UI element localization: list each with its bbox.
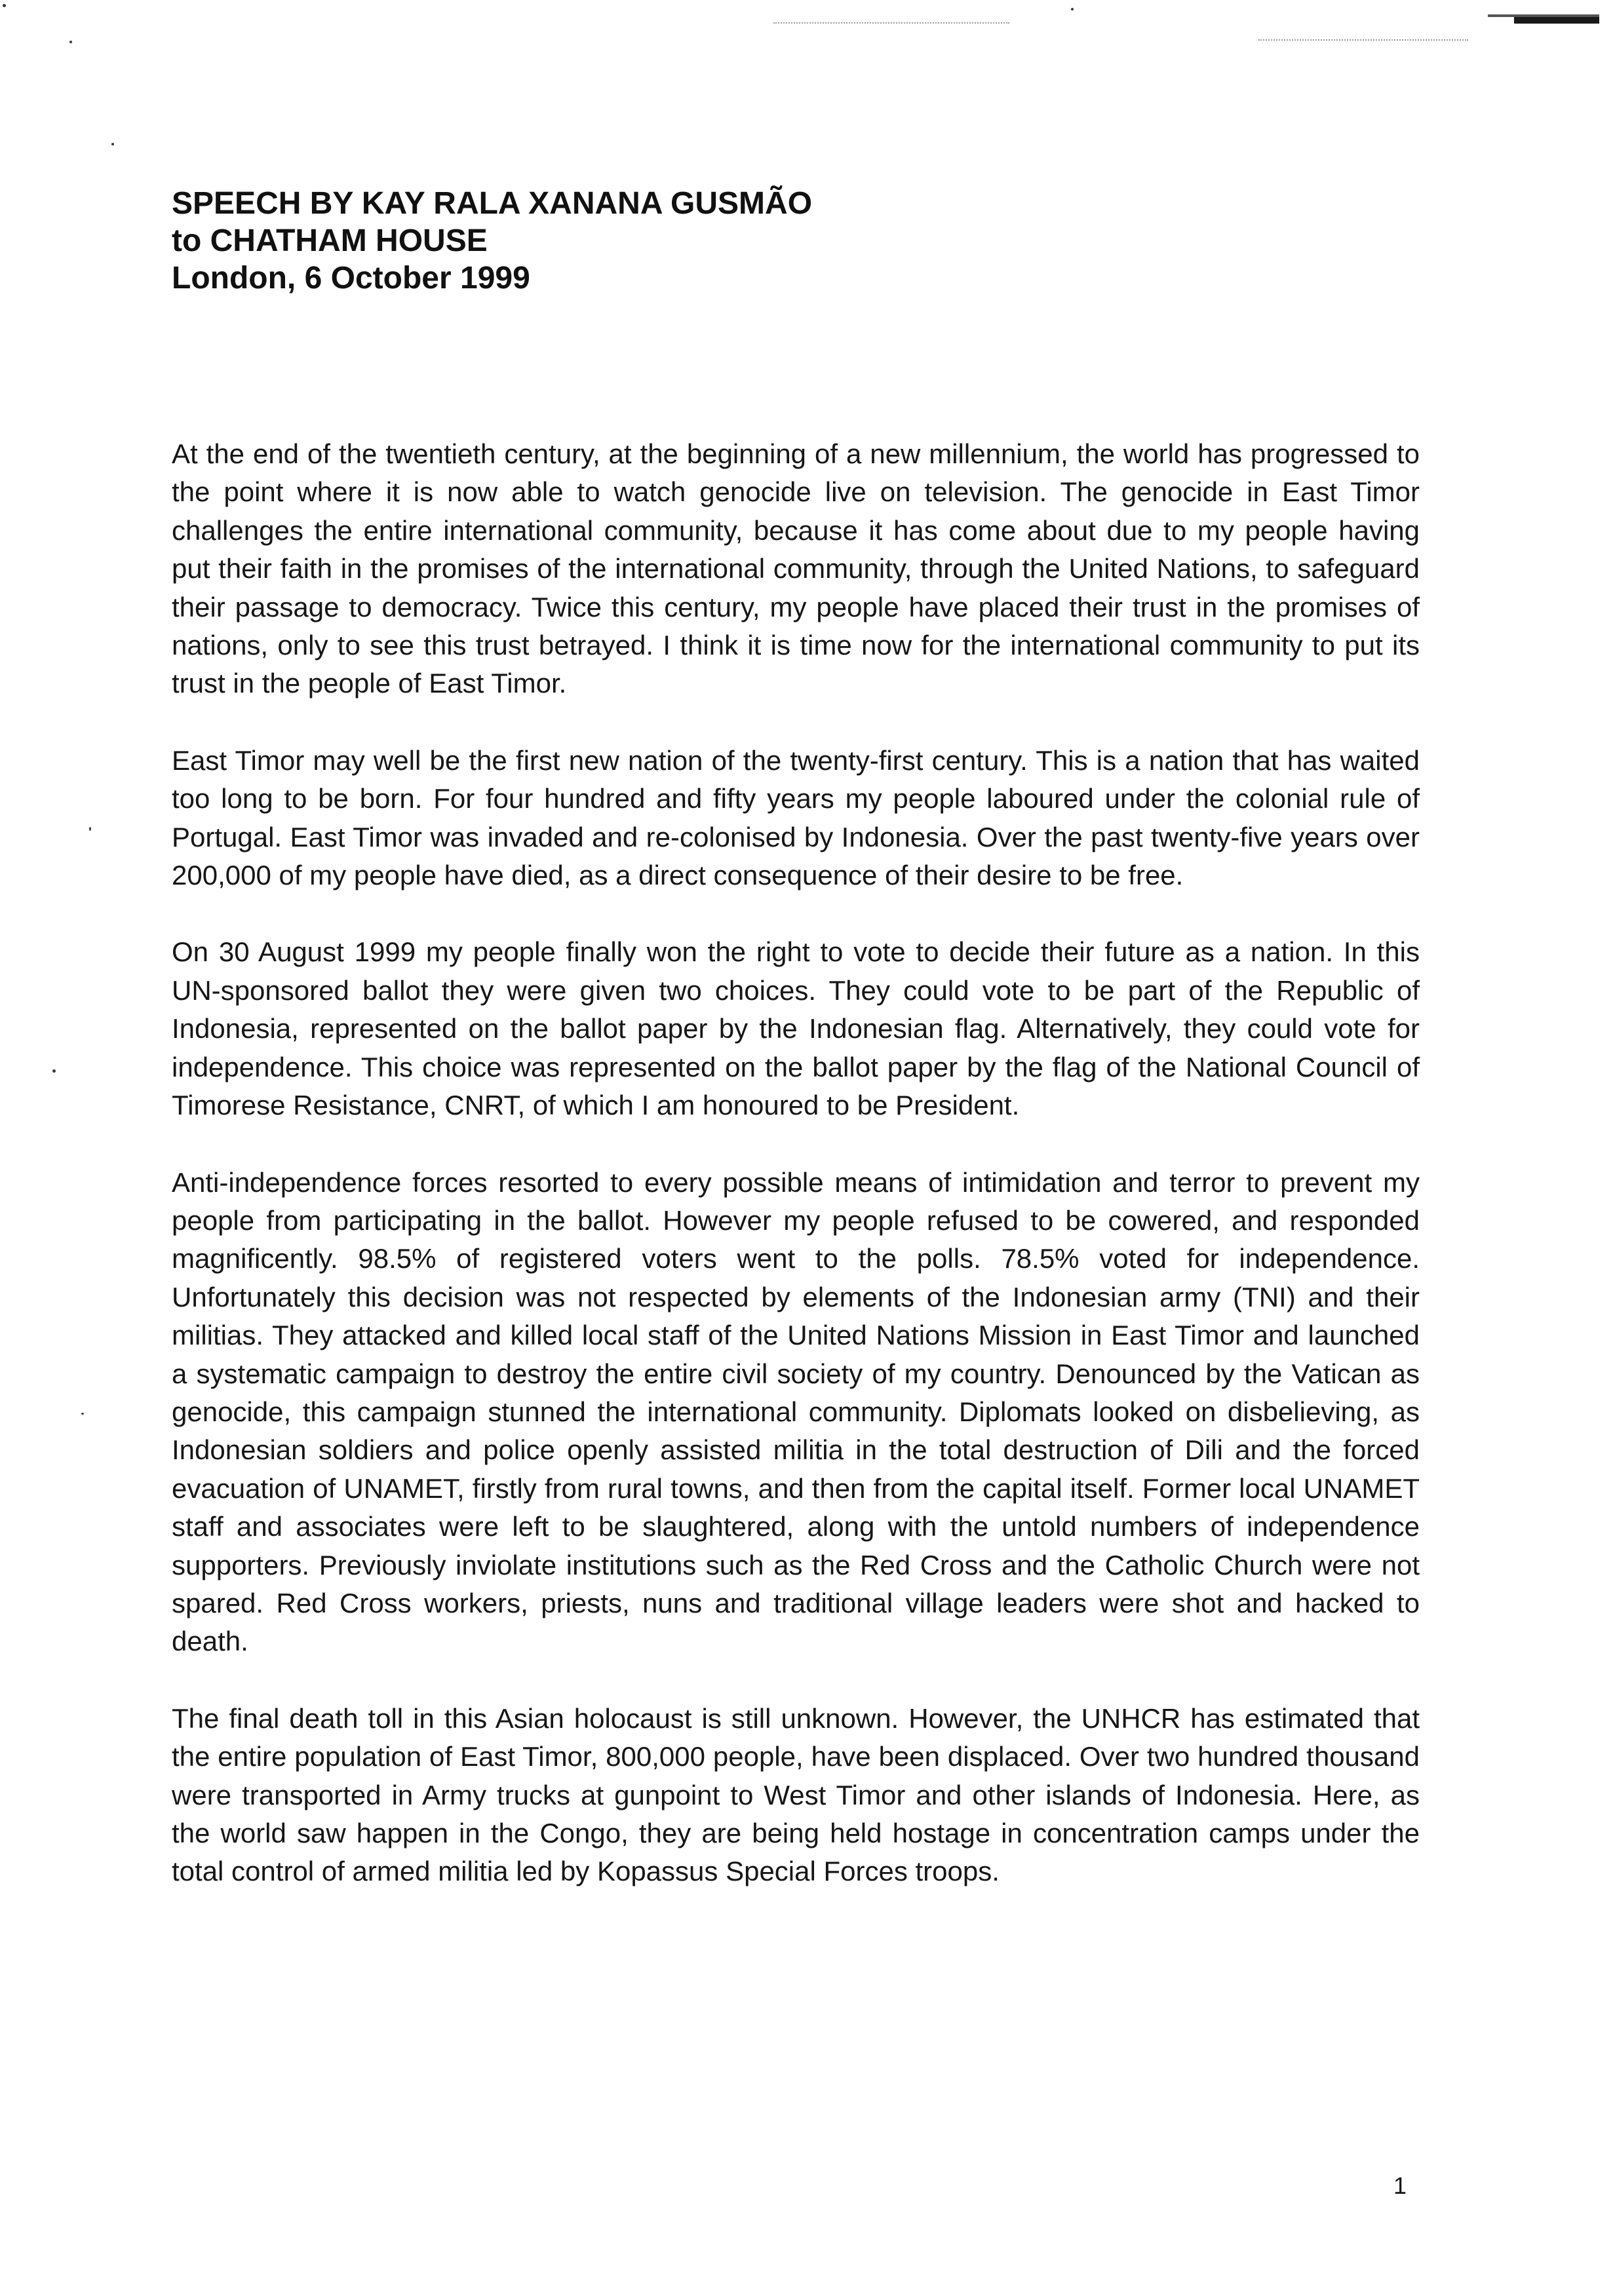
paragraph: On 30 August 1999 my people finally won the right to vote to decide their future as a nation. In this UN-sponsored ballot they were given two choices. They could vote to be part of the Republic of Indonesia, represented on the ballot paper by the Indonesian flag. Alternatively, they could vote for independence. This choice was represented on the ballot paper by the flag of the National Council of Timorese Resistance, CNRT, of which I am honoured to be President. — [172, 936, 1420, 1121]
speech-body — [172, 435, 1420, 1930]
scan-speck — [111, 143, 114, 145]
paragraph: The final death toll in this Asian holocaust is still unknown. However, the UNHCR has estimated that the entire population of East Timor, 800,000 people, have been displaced. Over two hundred thousand were transported in Army trucks at gunpoint to West Timor and other islands of Indonesia. Here, as the world saw happen in the Congo, they are being held hostage in concentration camps under the total control of armed militia led by Kopassus Special Forces troops. — [172, 1702, 1420, 1887]
scan-artifact-mark — [1488, 10, 1599, 25]
paragraph: East Timor may well be the first new nation of the twenty-first century. This is a nation that has waited too long to be born. For four hundred and fifty years my people laboured under the colonial rule of Portugal. East Timor was invaded and re-colonised by Indonesia. Over the past twenty-five years over 200,000 of my people have died, as a direct consequence of their desire to be free. — [172, 744, 1420, 891]
scan-artifact-dots — [773, 22, 1009, 25]
paragraph: At the end of the twentieth century, at the beginning of a new millennium, the world has progressed to the point where it is now able to watch genocide live on television. The genocide in East Timor challenges the entire international community, because it has come about due to my people having put their faith in the promises of the international community, through the United Nations, to safeguard their passage to democracy. Twice this century, my people have placed their trust in the promises of nations, only to see this trust betrayed. I think it is time now for the international community to put its trust in the people of East Timor. — [172, 438, 1420, 699]
title-line: SPEECH BY KAY RALA XANANA GUSMÃO — [172, 186, 813, 221]
scan-speck — [3, 4, 6, 7]
scan-speck — [89, 827, 91, 831]
paragraph: Anti-independence forces resorted to every possible means of intimidation and terror to prevent my people from participating in the ballot. However my people refused to be cowered, and responded magnificently. 98.5% of registered voters went to the polls. 78.5% voted for independence. Unfortunately this decision was not respected by elements of the Indonesian army (TNI) and their militias. They attacked and killed local staff of the United Nations Mission in East Timor and launched a systematic campaign to destroy the entire civil society of my country. Denounced by the Vatican as genocide, this campaign stunned the international community. Diplomats looked on disbelieving, as Indonesian soldiers and police openly assisted militia in the total destruction of Dili and the forced evacuation of UNAMET, firstly from rural towns, and then from the capital itself. Former local UNAMET staff and associates were left to be slaughtered, along with the untold numbers of independence supporters. Previously inviolate institutions such as the Red Cross and the Catholic Church were not spared. Red Cross workers, priests, nuns and traditional village leaders were shot and hacked to death. — [172, 1166, 1420, 1657]
speech-header — [172, 185, 1089, 297]
page-number: 1 — [1393, 2172, 1407, 2199]
scan-speck — [81, 1413, 84, 1415]
scan-artifact-dots — [1258, 39, 1468, 42]
place-date-line: London, 6 October 1999 — [172, 261, 530, 296]
venue-line: to CHATHAM HOUSE — [172, 223, 488, 258]
scan-speck — [69, 41, 72, 43]
scan-speck — [1071, 8, 1074, 10]
scan-speck — [52, 1069, 56, 1073]
